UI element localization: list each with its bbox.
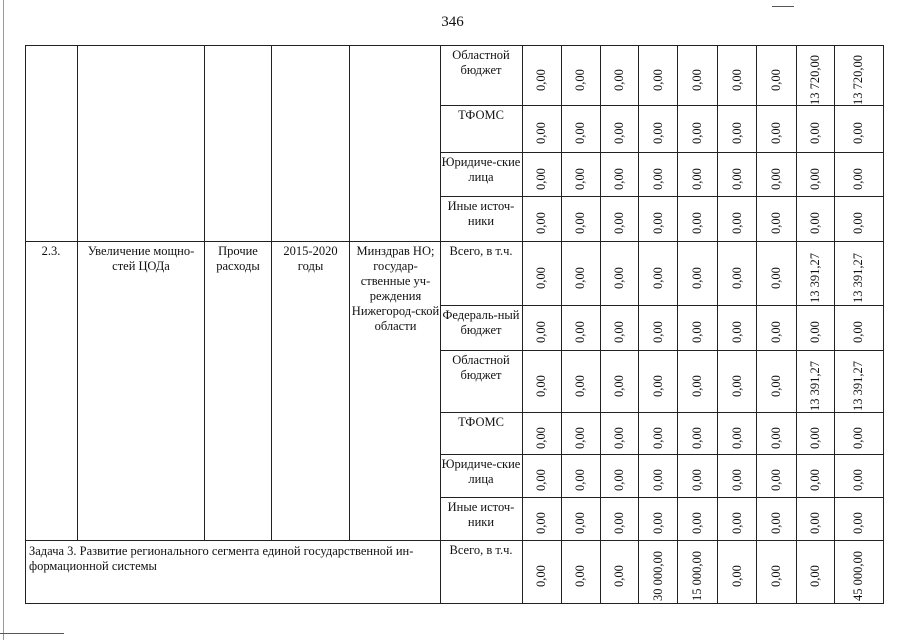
table-column-line: [677, 45, 678, 603]
amount-value: 0,00: [534, 266, 548, 289]
item-period: 2015-2020 годы: [283, 244, 338, 273]
table-row-line: [25, 241, 884, 242]
amount-value: 0,00: [851, 469, 865, 491]
table-column-line: [883, 45, 884, 603]
table-row-line: [25, 45, 884, 46]
amount-value: 30 000,00: [651, 551, 665, 601]
table-row-line: [25, 603, 884, 604]
amount-value: 13 720,00: [808, 54, 822, 105]
amount-value: 0,00: [534, 565, 548, 587]
amount-value: 0,00: [808, 512, 822, 534]
amount-value: 13 391,27: [808, 360, 822, 411]
table-row-line: [440, 196, 884, 197]
amount-value: 0,00: [651, 266, 665, 289]
table-column-line: [638, 45, 639, 603]
funding-source-label: Юридиче-ские лица: [441, 457, 521, 486]
amount-value: 0,00: [730, 565, 744, 587]
page-number: 346: [441, 14, 464, 30]
table-column-line: [600, 45, 601, 603]
amount-value: 0,00: [612, 212, 626, 234]
amount-value: 0,00: [730, 266, 744, 289]
amount-value: 0,00: [651, 167, 665, 190]
amount-value: 0,00: [573, 469, 587, 491]
table-row-line: [440, 152, 884, 153]
scan-edge-line-top: [772, 6, 794, 7]
amount-value: 13 391,27: [808, 252, 822, 303]
funding-source-label: Иные источ-ники: [447, 500, 515, 529]
item-number: 2.3.: [41, 244, 61, 258]
amount-value: 0,00: [573, 426, 587, 449]
amount-value: 0,00: [573, 321, 587, 343]
amount-value: 0,00: [651, 212, 665, 234]
table-column-line: [204, 45, 205, 540]
amount-value: 0,00: [612, 321, 626, 343]
amount-value: 0,00: [573, 266, 587, 289]
table-row-line: [440, 454, 884, 455]
amount-value: 0,00: [651, 122, 665, 144]
amount-value: 0,00: [730, 68, 744, 91]
item-executor: Минздрав НО; государ-ственные уч-реждения Нижегород-ской области: [351, 244, 440, 333]
amount-value: 0,00: [769, 565, 783, 587]
funding-source-label: Всего, в т.ч.: [449, 244, 513, 258]
amount-value: 0,00: [769, 212, 783, 234]
funding-source-label: Областной бюджет: [452, 48, 510, 77]
amount-value: 13 391,27: [851, 360, 865, 411]
amount-value: 0,00: [573, 167, 587, 190]
amount-value: 0,00: [534, 512, 548, 534]
amount-value: 0,00: [769, 469, 783, 491]
amount-value: 0,00: [690, 426, 704, 449]
amount-value: 0,00: [612, 266, 626, 289]
amount-value: 0,00: [690, 167, 704, 190]
amount-value: 0,00: [534, 426, 548, 449]
amount-value: 0,00: [651, 426, 665, 449]
table-column-line: [271, 45, 272, 540]
amount-value: 0,00: [690, 321, 704, 343]
amount-value: 0,00: [690, 212, 704, 234]
table-column-line: [834, 45, 835, 603]
amount-value: 0,00: [808, 321, 822, 343]
amount-value: 0,00: [690, 512, 704, 534]
amount-value: 0,00: [851, 212, 865, 234]
task-title: Задача 3. Развитие регионального сегмента единой государственной ин-формационной системы: [29, 544, 414, 573]
table-column-line: [796, 45, 797, 603]
table-column-line: [756, 45, 757, 603]
table-row-line: [440, 412, 884, 413]
amount-value: 0,00: [651, 321, 665, 343]
scan-edge-line-bottom: [0, 633, 64, 634]
amount-value: 0,00: [534, 68, 548, 91]
amount-value: 0,00: [612, 374, 626, 397]
amount-value: 0,00: [851, 512, 865, 534]
amount-value: 0,00: [534, 321, 548, 343]
amount-value: 0,00: [808, 426, 822, 449]
table-column-line: [25, 45, 26, 603]
table-row-line: [440, 105, 884, 106]
amount-value: 0,00: [769, 426, 783, 449]
amount-value: 0,00: [730, 167, 744, 190]
amount-value: 0,00: [851, 167, 865, 190]
scan-edge-line-left: [3, 0, 4, 640]
amount-value: 0,00: [534, 212, 548, 234]
funding-source-label: ТФОМС: [458, 415, 504, 429]
amount-value: 0,00: [769, 266, 783, 289]
amount-value: 0,00: [690, 374, 704, 397]
amount-value: 0,00: [690, 469, 704, 491]
amount-value: 13 391,27: [851, 252, 865, 303]
amount-value: 15 000,00: [690, 551, 704, 601]
amount-value: 0,00: [730, 469, 744, 491]
amount-value: 0,00: [730, 321, 744, 343]
amount-value: 0,00: [808, 565, 822, 587]
table-row-line: [25, 540, 884, 541]
amount-value: 0,00: [612, 167, 626, 190]
amount-value: 0,00: [730, 122, 744, 144]
amount-value: 0,00: [690, 122, 704, 144]
amount-value: 0,00: [808, 212, 822, 234]
amount-value: 0,00: [690, 266, 704, 289]
funding-source-label: ТФОМС: [458, 108, 504, 122]
amount-value: 0,00: [769, 512, 783, 534]
amount-value: 0,00: [769, 122, 783, 144]
funding-source-label: Юридиче-ские лица: [441, 155, 521, 184]
amount-value: 0,00: [534, 122, 548, 144]
amount-value: 0,00: [690, 68, 704, 91]
amount-value: 0,00: [730, 212, 744, 234]
amount-value: 0,00: [534, 469, 548, 491]
table-column-line: [77, 45, 78, 540]
amount-value: 0,00: [730, 512, 744, 534]
amount-value: 0,00: [573, 68, 587, 91]
amount-value: 0,00: [730, 426, 744, 449]
amount-value: 0,00: [808, 122, 822, 144]
amount-value: 0,00: [651, 512, 665, 534]
item-name: Увеличение мощно-стей ЦОДа: [87, 244, 195, 273]
amount-value: 0,00: [651, 68, 665, 91]
amount-value: 0,00: [808, 167, 822, 190]
amount-value: 0,00: [573, 565, 587, 587]
amount-value: 0,00: [851, 122, 865, 144]
amount-value: 0,00: [769, 321, 783, 343]
amount-value: 0,00: [651, 374, 665, 397]
amount-value: 13 720,00: [851, 54, 865, 105]
amount-value: 0,00: [612, 68, 626, 91]
amount-value: 0,00: [769, 374, 783, 397]
amount-value: 0,00: [612, 565, 626, 587]
amount-value: 0,00: [573, 212, 587, 234]
amount-value: 0,00: [612, 122, 626, 144]
table-column-line: [349, 45, 350, 540]
amount-value: 0,00: [651, 469, 665, 491]
amount-value: 0,00: [573, 122, 587, 144]
amount-value: 0,00: [534, 167, 548, 190]
amount-value: 0,00: [851, 321, 865, 343]
table-row-line: [440, 305, 884, 306]
amount-value: 45 000,00: [851, 551, 865, 601]
funding-source-label: Всего, в т.ч.: [449, 543, 513, 557]
table-column-line: [717, 45, 718, 603]
table-column-line: [522, 45, 523, 603]
funding-source-label: Иные источ-ники: [447, 199, 515, 228]
amount-value: 0,00: [769, 167, 783, 190]
funding-source-label: Федераль-ный бюджет: [442, 308, 520, 337]
amount-value: 0,00: [612, 469, 626, 491]
amount-value: 0,00: [573, 512, 587, 534]
amount-value: 0,00: [534, 374, 548, 397]
amount-value: 0,00: [808, 469, 822, 491]
table-row-line: [440, 497, 884, 498]
table-column-line: [561, 45, 562, 603]
amount-value: 0,00: [730, 374, 744, 397]
amount-value: 0,00: [612, 426, 626, 449]
funding-source-label: Областной бюджет: [452, 353, 510, 382]
amount-value: 0,00: [769, 68, 783, 91]
table-row-line: [440, 350, 884, 351]
amount-value: 0,00: [612, 512, 626, 534]
amount-value: 0,00: [573, 374, 587, 397]
amount-value: 0,00: [851, 426, 865, 449]
item-expense-type: Прочие расходы: [216, 244, 260, 273]
